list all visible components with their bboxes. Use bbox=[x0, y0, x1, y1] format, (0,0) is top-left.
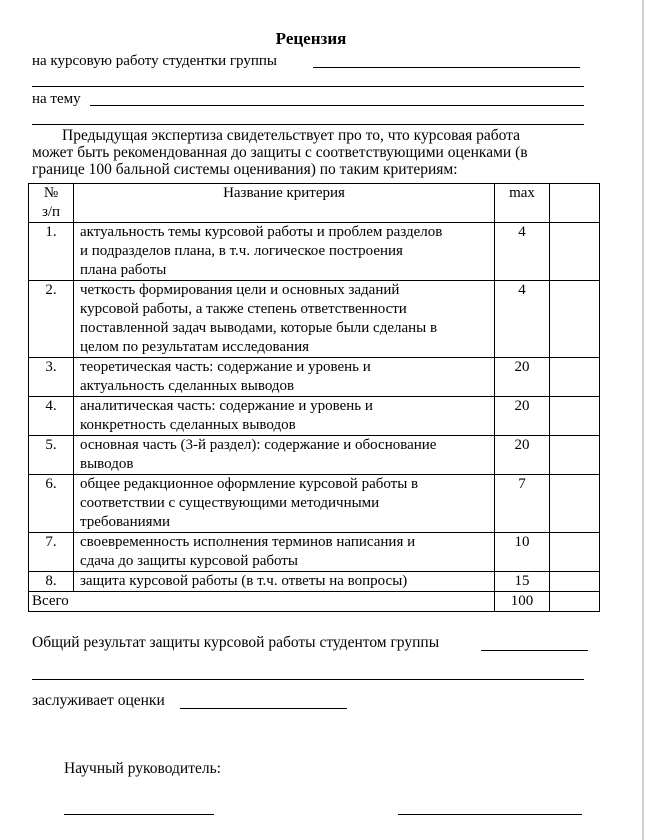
header-max: max bbox=[495, 184, 550, 223]
criterion-line: целом по результатам исследования bbox=[80, 339, 310, 355]
table-row bbox=[29, 223, 600, 281]
supervisor-signature-line[interactable] bbox=[64, 814, 214, 815]
criterion-line: аналитическая часть: содержание и уровень и bbox=[80, 398, 373, 414]
table-row bbox=[29, 436, 600, 475]
group-blank-line[interactable] bbox=[313, 67, 580, 68]
row-number: 3. bbox=[29, 358, 74, 397]
row-criterion bbox=[74, 281, 495, 358]
criterion-line: сдача до защиты курсовой работы bbox=[80, 553, 298, 569]
row-number: 7. bbox=[29, 533, 74, 572]
criterion-line: общее редакционное оформление курсовой работы в bbox=[80, 476, 419, 492]
criterion-line: своевременность исполнения терминов написания и bbox=[80, 534, 416, 550]
result-line-label: Общий результат защиты курсовой работы студентом группы bbox=[32, 634, 440, 651]
table-row bbox=[29, 475, 600, 533]
total-label: Всего bbox=[29, 592, 495, 612]
criterion-line: плана работы bbox=[80, 262, 167, 278]
header-number-line: з/п bbox=[41, 204, 61, 220]
row-max: 20 bbox=[495, 358, 550, 397]
criterion-line: актуальность темы курсовой работы и проблем разделов bbox=[80, 224, 443, 240]
row-score-cell[interactable] bbox=[550, 281, 600, 358]
row-score-cell[interactable] bbox=[550, 397, 600, 436]
grade-line-label: заслуживает оценки bbox=[32, 692, 165, 709]
row-criterion bbox=[74, 572, 495, 592]
row-max: 10 bbox=[495, 533, 550, 572]
row-max: 20 bbox=[495, 436, 550, 475]
criterion-line: теоретическая часть: содержание и уровень и bbox=[80, 359, 371, 375]
row-criterion bbox=[74, 358, 495, 397]
criterion-line: основная часть (3-й раздел): содержание и обоснование bbox=[80, 437, 437, 453]
total-max: 100 bbox=[495, 592, 550, 612]
row-max: 4 bbox=[495, 223, 550, 281]
row-max: 4 bbox=[495, 281, 550, 358]
criterion-line: выводов bbox=[80, 456, 134, 472]
group-line-label: на курсовую работу студентки группы bbox=[32, 53, 277, 69]
row-max: 7 bbox=[495, 475, 550, 533]
intro-paragraph bbox=[32, 127, 592, 178]
criterion-line: соответствии с существующими методичными bbox=[80, 495, 380, 511]
intro-line: Предыдущая экспертиза свидетельствует про то, что курсовая работа bbox=[62, 127, 521, 144]
criterion-line: поставленной задач выводами, которые были сделаны в bbox=[80, 320, 438, 336]
criterion-line: четкость формирования цели и основных заданий bbox=[80, 282, 400, 298]
result-group-blank-line[interactable] bbox=[481, 650, 588, 651]
row-score-cell[interactable] bbox=[550, 223, 600, 281]
row-number: 5. bbox=[29, 436, 74, 475]
row-max: 15 bbox=[495, 572, 550, 592]
row-score-cell[interactable] bbox=[550, 436, 600, 475]
row-criterion bbox=[74, 475, 495, 533]
topic-blank-line[interactable] bbox=[90, 105, 584, 106]
grade-blank-line[interactable] bbox=[180, 708, 347, 709]
topic-line-label: на тему bbox=[32, 91, 81, 107]
criteria-table bbox=[28, 183, 600, 612]
table-header-row bbox=[29, 184, 600, 223]
criterion-line: конкретность сделанных выводов bbox=[80, 417, 296, 433]
row-criterion bbox=[74, 223, 495, 281]
result-blank-line-2[interactable] bbox=[32, 679, 584, 680]
supervisor-name-line[interactable] bbox=[398, 814, 582, 815]
criterion-line: требованиями bbox=[80, 514, 171, 530]
group-blank-line-2[interactable] bbox=[32, 86, 584, 87]
row-number: 1. bbox=[29, 223, 74, 281]
row-score-cell[interactable] bbox=[550, 358, 600, 397]
row-score-cell[interactable] bbox=[550, 572, 600, 592]
document-title: Рецензия bbox=[275, 29, 347, 48]
header-criterion-name: Название критерия bbox=[74, 184, 495, 223]
table-row bbox=[29, 397, 600, 436]
row-number: 4. bbox=[29, 397, 74, 436]
intro-line: может быть рекомендованная до защиты с соответствующими оценками (в bbox=[32, 144, 528, 161]
intro-line: границе 100 бальной системы оценивания) по таким критериям: bbox=[32, 161, 458, 178]
criterion-line: защита курсовой работы (в т.ч. ответы на вопросы) bbox=[80, 573, 408, 589]
table-row bbox=[29, 358, 600, 397]
header-number-line: № bbox=[43, 185, 59, 201]
row-score-cell[interactable] bbox=[550, 533, 600, 572]
total-score-cell[interactable] bbox=[550, 592, 600, 612]
row-max: 20 bbox=[495, 397, 550, 436]
row-number: 6. bbox=[29, 475, 74, 533]
table-total-row bbox=[29, 592, 600, 612]
row-number: 2. bbox=[29, 281, 74, 358]
header-score bbox=[550, 184, 600, 223]
table-row bbox=[29, 533, 600, 572]
topic-blank-line-2[interactable] bbox=[32, 124, 584, 125]
row-number: 8. bbox=[29, 572, 74, 592]
page-edge bbox=[642, 0, 644, 840]
row-criterion bbox=[74, 436, 495, 475]
row-criterion bbox=[74, 397, 495, 436]
supervisor-label: Научный руководитель: bbox=[64, 760, 221, 777]
table-row bbox=[29, 572, 600, 592]
criterion-line: курсовой работы, а также степень ответственности bbox=[80, 301, 407, 317]
table-row bbox=[29, 281, 600, 358]
row-criterion bbox=[74, 533, 495, 572]
criterion-line: актуальность сделанных выводов bbox=[80, 378, 295, 394]
header-number bbox=[29, 184, 74, 223]
row-score-cell[interactable] bbox=[550, 475, 600, 533]
criterion-line: и подразделов плана, в т.ч. логическое построения bbox=[80, 243, 403, 259]
